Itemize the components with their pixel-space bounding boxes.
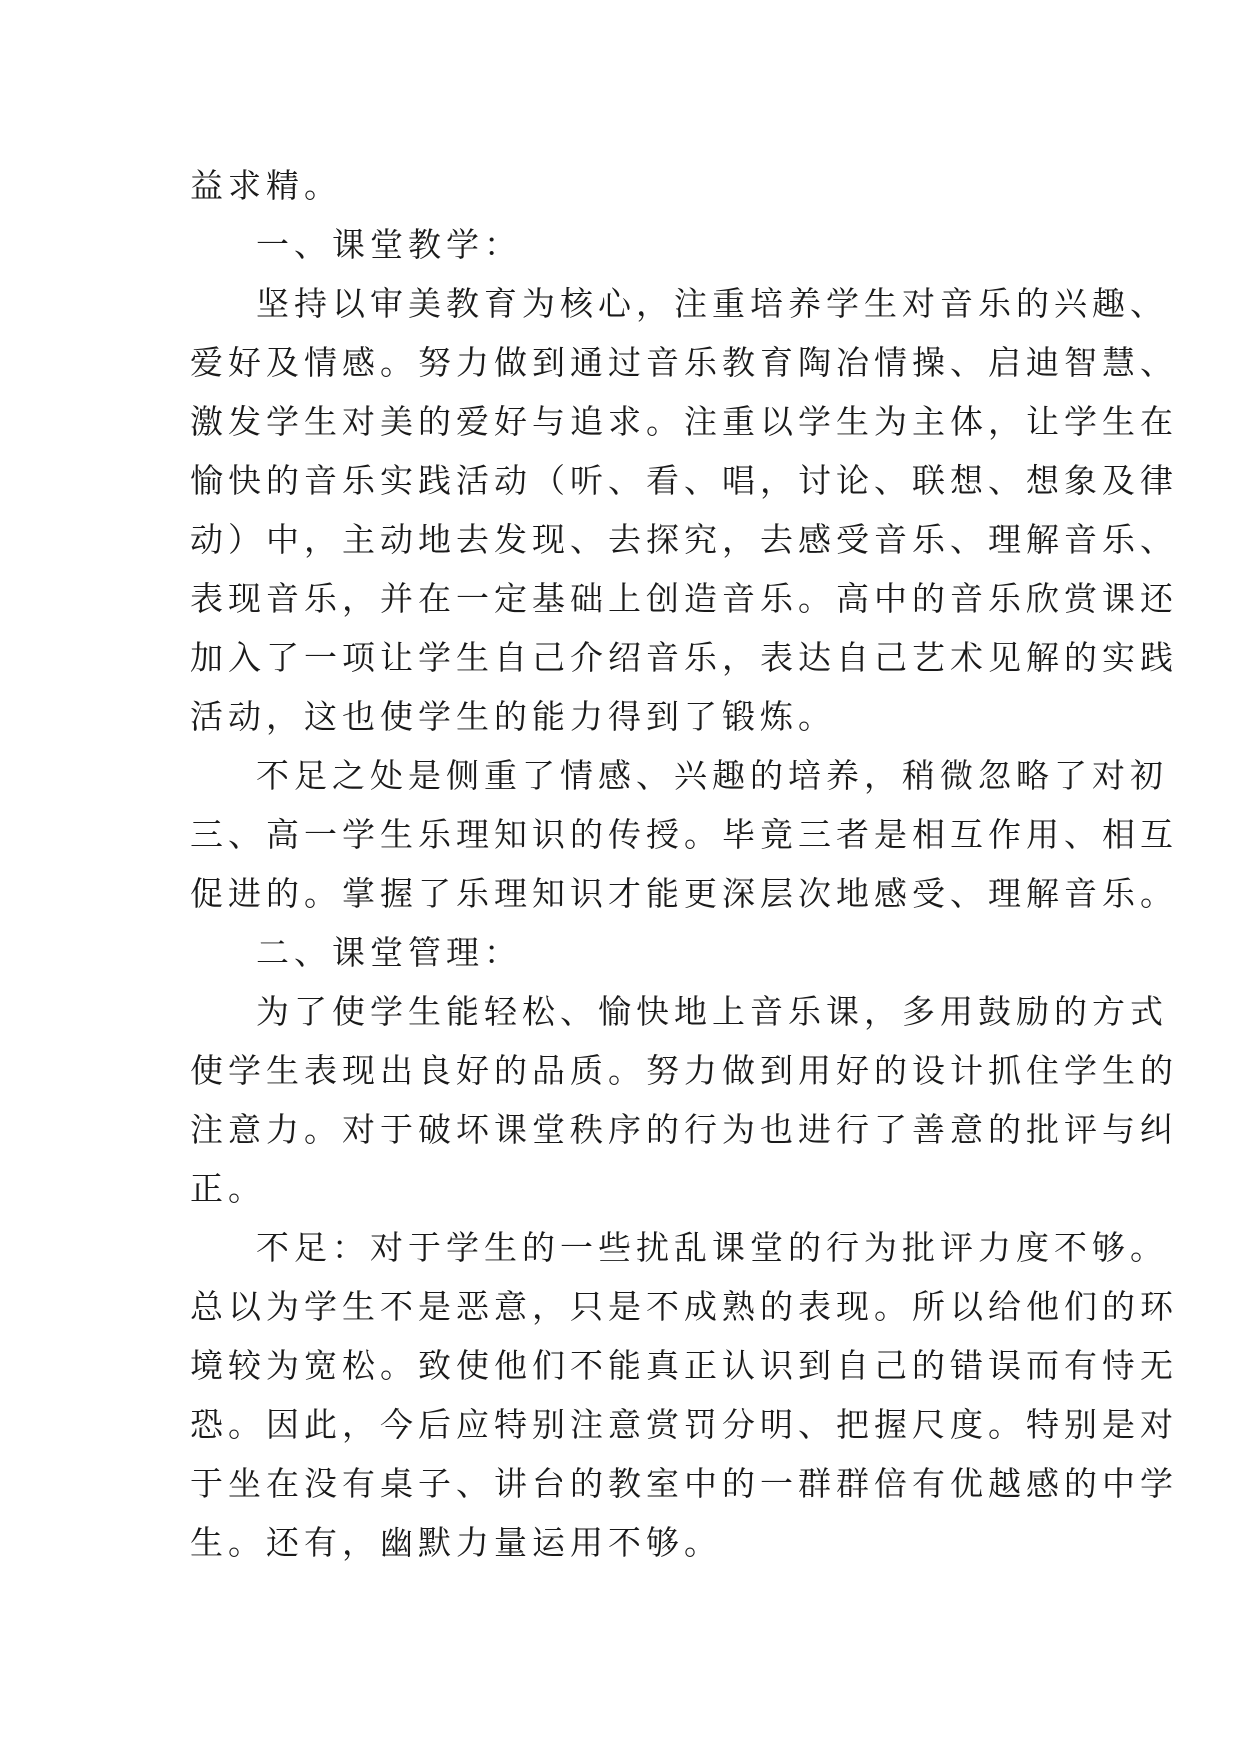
text-line: 表现音乐，并在一定基础上创造音乐。高中的音乐欣赏课还	[190, 579, 1178, 618]
section-heading-classroom-teaching	[190, 215, 1050, 274]
text-line: 愉快的音乐实践活动（听、看、唱，讨论、联想、想象及律	[190, 461, 1178, 500]
heading-text: 二、课堂管理：	[256, 933, 522, 972]
text-line: 恐。因此，今后应特别注意赏罚分明、把握尺度。特别是对	[190, 1405, 1178, 1444]
text-line: 为了使学生能轻松、愉快地上音乐课，多用鼓励的方式	[256, 992, 1168, 1031]
text-line: 活动，这也使学生的能力得到了锻炼。	[190, 697, 836, 736]
text-line: 三、高一学生乐理知识的传授。毕竟三者是相互作用、相互	[190, 815, 1178, 854]
text-line: 加入了一项让学生自己介绍音乐，表达自己艺术见解的实践	[190, 638, 1178, 677]
text-line: 总以为学生不是恶意，只是不成熟的表现。所以给他们的环	[190, 1287, 1178, 1326]
text-line: 于坐在没有桌子、讲台的教室中的一群群倍有优越感的中学	[190, 1464, 1178, 1503]
text-line: 促进的。掌握了乐理知识才能更深层次地感受、理解音乐。	[190, 874, 1178, 913]
text-line: 动）中，主动地去发现、去探究，去感受音乐、理解音乐、	[190, 520, 1178, 559]
paragraph-teaching-shortcomings	[190, 746, 1178, 923]
text-line: 不足：对于学生的一些扰乱课堂的行为批评力度不够。	[256, 1228, 1168, 1267]
text-line: 正。	[190, 1169, 266, 1208]
paragraph-management-approach	[190, 982, 1178, 1218]
document-body	[190, 156, 1178, 1572]
text-line: 注意力。对于破坏课堂秩序的行为也进行了善意的批评与纠	[190, 1110, 1178, 1149]
text-line: 境较为宽松。致使他们不能真正认识到自己的错误而有恃无	[190, 1346, 1178, 1385]
paragraph-teaching-approach	[190, 274, 1178, 746]
text-line: 不足之处是侧重了情感、兴趣的培养，稍微忽略了对初	[256, 756, 1168, 795]
section-heading-classroom-management	[190, 923, 1050, 982]
text-line: 爱好及情感。努力做到通过音乐教育陶冶情操、启迪智慧、	[190, 343, 1178, 382]
paragraph-continuation	[190, 156, 1050, 215]
text-line: 生。还有，幽默力量运用不够。	[190, 1523, 722, 1562]
text-line: 益求精。	[190, 166, 342, 205]
heading-text: 一、课堂教学：	[256, 225, 522, 264]
text-line: 激发学生对美的爱好与追求。注重以学生为主体，让学生在	[190, 402, 1178, 441]
paragraph-management-shortcomings	[190, 1218, 1178, 1572]
text-line: 使学生表现出良好的品质。努力做到用好的设计抓住学生的	[190, 1051, 1178, 1090]
text-line: 坚持以审美教育为核心，注重培养学生对音乐的兴趣、	[256, 284, 1168, 323]
